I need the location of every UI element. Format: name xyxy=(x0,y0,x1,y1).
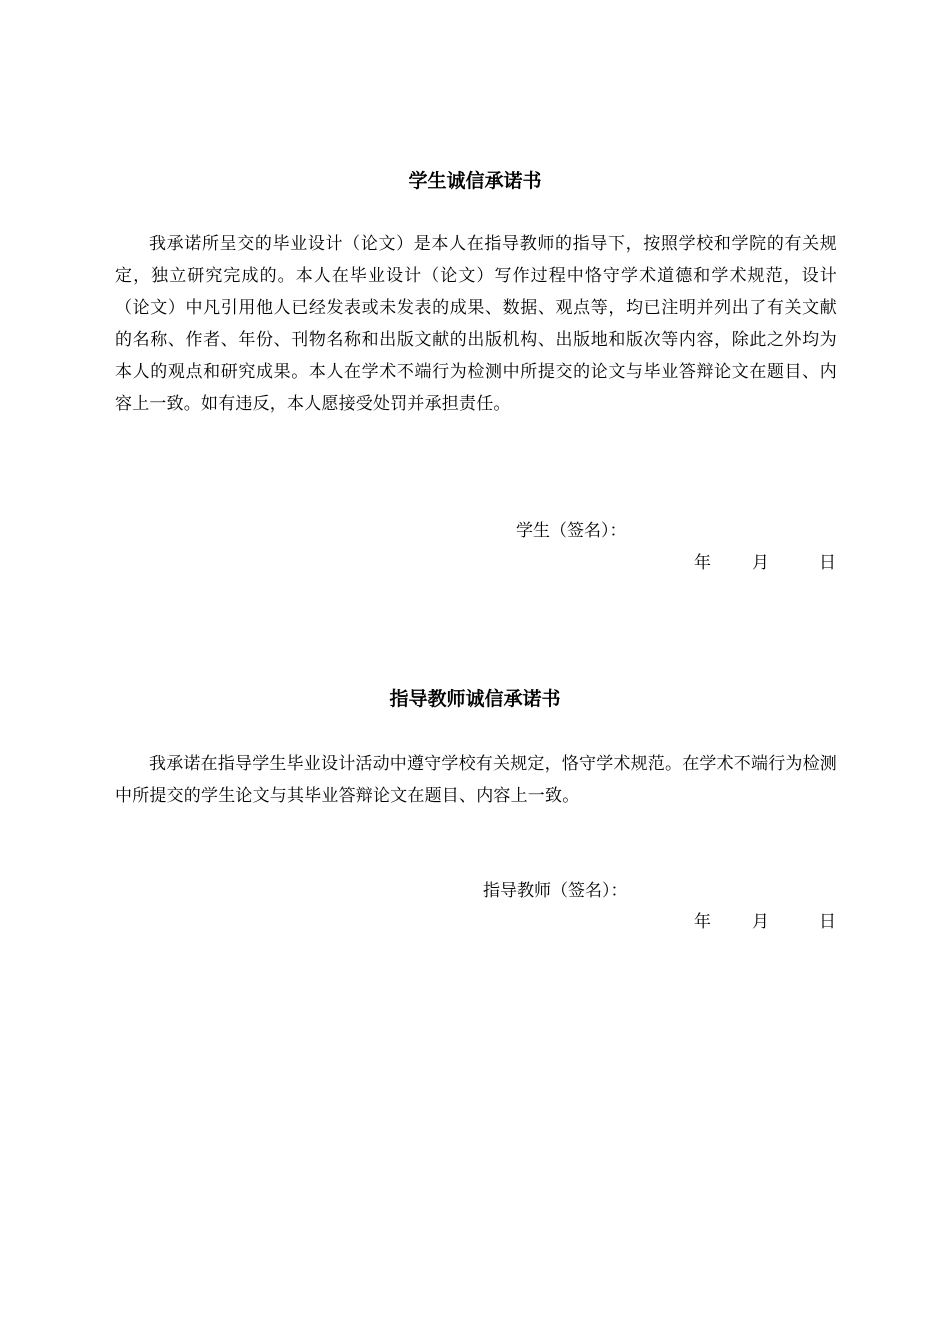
teacher-date-day: 日 xyxy=(819,912,836,932)
teacher-pledge-title: 指导教师诚信承诺书 xyxy=(389,688,561,710)
teacher-date-month: 月 xyxy=(752,912,769,932)
student-pledge-body: 我承诺所呈交的毕业设计（论文）是本人在指导教师的指导下，按照学校和学院的有关规定，独立研究完成的。本人在毕业设计（论文）写作过程中恪守学术道德和学术规范，设计（论文）中凡引用他人已经发表或未发表的成果、数据、观点等，均已注明并列出了有关文献的名称、作者、年份、刊物名称和出版文献的出版机构、出版地和版次等内容，除此之外均为本人的观点和研究成果。本人在学术不端行为检测中所提交的论文与毕业答辩论文在题目、内容上一致。如有违反，本人愿接受处罚并承担责任。 xyxy=(115,234,837,414)
student-date-year: 年 xyxy=(694,553,711,573)
student-date-month: 月 xyxy=(752,553,769,573)
teacher-pledge-body: 我承诺在指导学生毕业设计活动中遵守学校有关规定，恪守学术规范。在学术不端行为检测中所提交的学生论文与其毕业答辩论文在题目、内容上一致。 xyxy=(115,754,837,806)
teacher-date-year: 年 xyxy=(694,912,711,932)
teacher-date-line xyxy=(0,910,950,934)
student-pledge-title: 学生诚信承诺书 xyxy=(408,170,542,192)
student-date-line xyxy=(0,551,950,575)
student-date-day: 日 xyxy=(819,553,836,573)
student-signature-label: 学生（签名）： xyxy=(516,521,627,541)
teacher-signature-label: 指导教师（签名）： xyxy=(483,881,628,901)
